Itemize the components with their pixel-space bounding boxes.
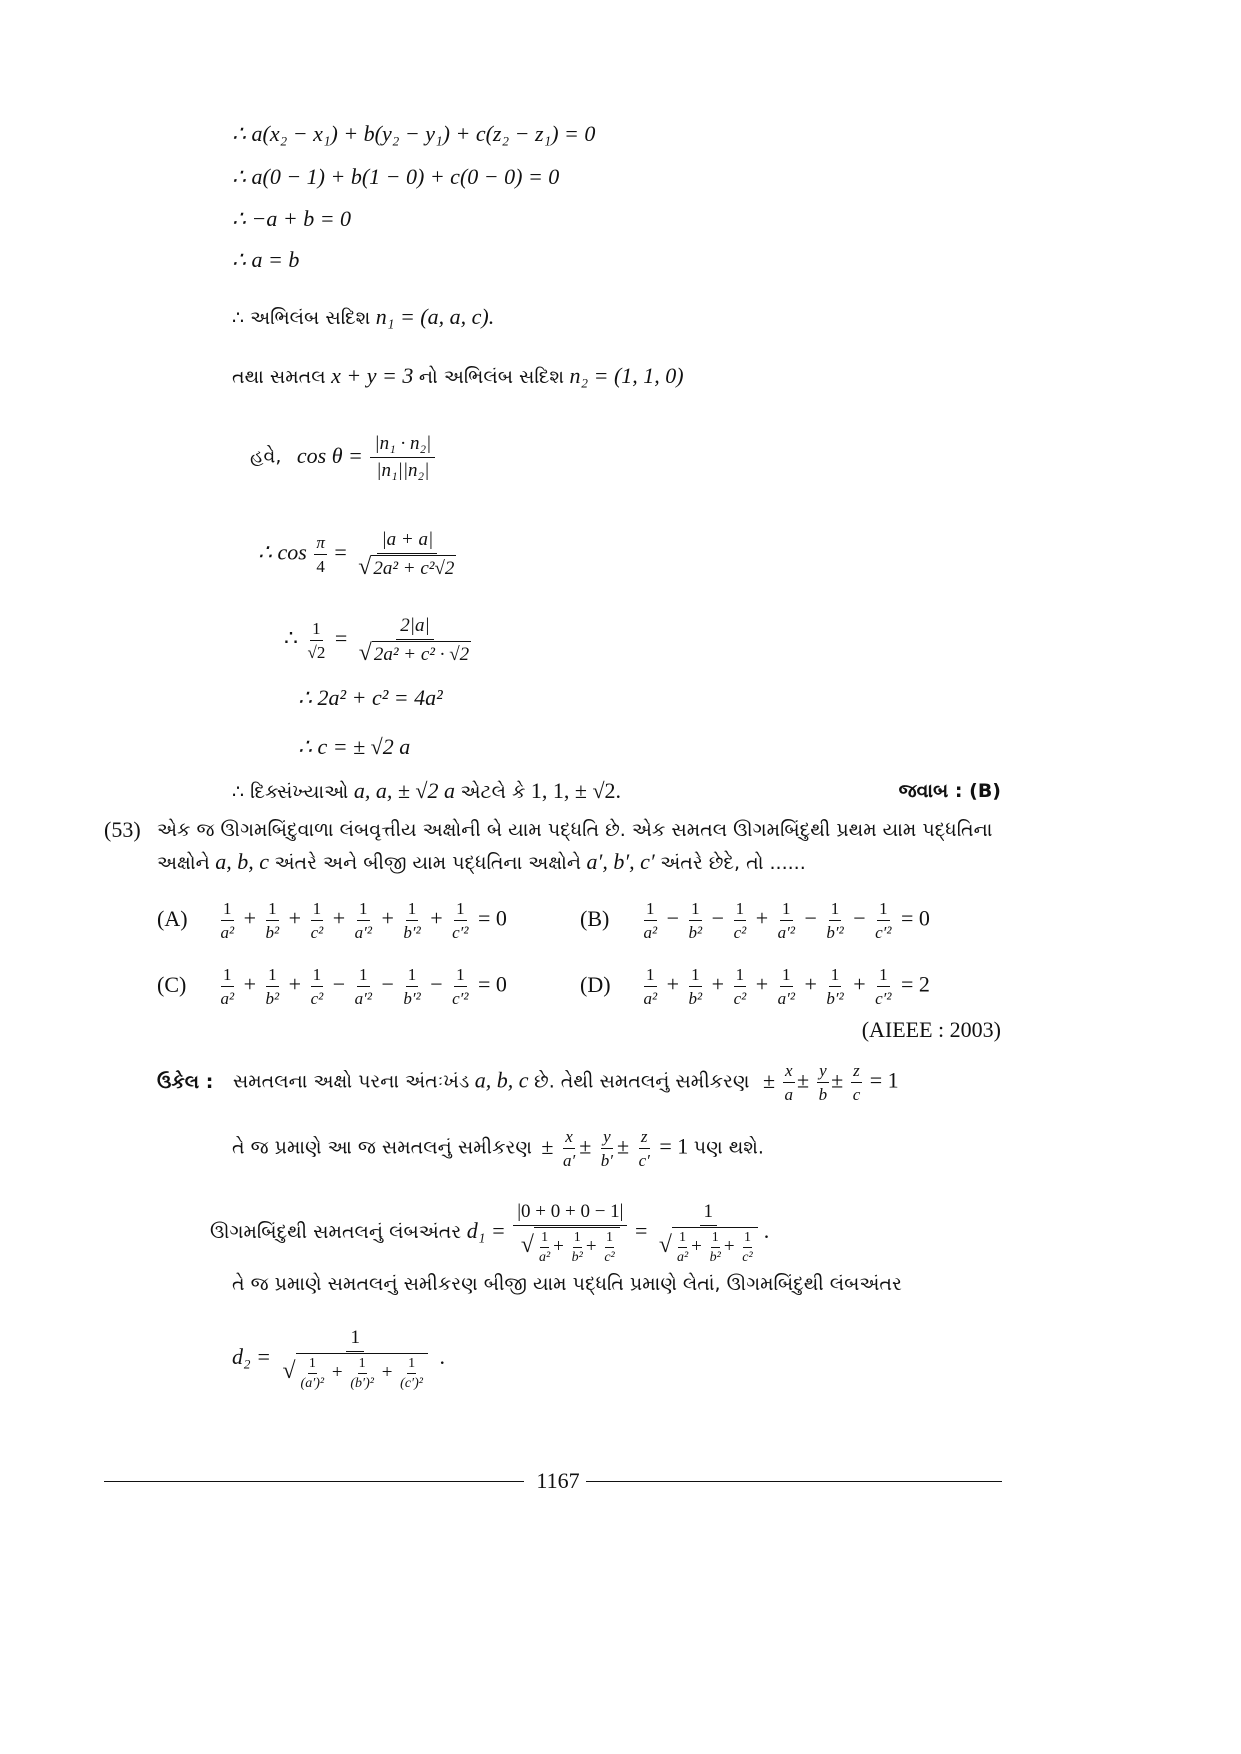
solution-text-4: તે જ પ્રમાણે સમતલનું સમીકરણ બીજી યામ પદ્ધતિ પ્રમાણે લેતાં, ઊગમબિંદુથી લંબઅંતર: [232, 1273, 902, 1295]
cos-pi4-lhs: ∴ cos: [258, 539, 307, 565]
answer-label: જવાબ : (B): [898, 780, 1001, 802]
cos-theta-denominator: |n₁||n₂|: [376, 460, 430, 481]
option-b-rhs: = 0: [901, 905, 930, 931]
question-math-abc: a, b, c: [215, 849, 270, 874]
question-text-line2: [157, 848, 806, 877]
option-d-rhs: = 2: [901, 971, 930, 997]
eq-line-4: ∴ a = b: [232, 247, 300, 272]
eq-line-1: ∴ a(x₂ − x₁) + b(y₂ − y₁) + c(z₂ − z₁) = 0: [232, 121, 596, 146]
one-over-sqrt2: [306, 618, 328, 663]
solution-rhs-1: = 1: [869, 1067, 899, 1093]
direction-ratios-line: [232, 777, 621, 806]
solution-text-1: સમતલના અક્ષો પરના અંતઃખંડ: [232, 1070, 470, 1093]
one-numerator: 1: [310, 618, 323, 641]
option-a-rhs: = 0: [478, 905, 507, 931]
option-a-label: (A): [157, 905, 188, 931]
plane-text-a: તથા સમતલ: [232, 366, 326, 388]
cos-pi4-line: ∴ cos $\frac{\pi}{4}$ = $\frac{|a + a|}{\text{√ 2a² + c²√2}}$: [258, 528, 462, 581]
footer-rule-right: [586, 1481, 1002, 1482]
solution-math-abc: a, b, c: [474, 1067, 529, 1093]
option-b[interactable]: (B) $\frac{1}{\text{a²}}$ − $\frac{1}{\text{b²}}$ − $\frac{1}{\text{c²}}$ + $\frac{1}{\text{a′²}}$ − $\frac{1}{\text{b′²}}$ − $\frac{1}{\text{c′²}}$ = 0: [580, 899, 930, 942]
question-text-line1: એક જ ઊગમબિંદુવાળા લંબવૃત્તીય અક્ષોની બે યામ પદ્ધતિ છે. એક સમતલ ઊગમબિંદુથી પ્રથમ યામ પદ્ધતિના: [157, 819, 993, 841]
question-text-2b: અંતરે અને બીજી યામ પદ્ધતિના અક્ષોને: [274, 852, 582, 874]
eq-squared: ∴ 2a² + c² = 4a²: [298, 685, 443, 710]
four-denominator: 4: [316, 557, 325, 576]
option-a[interactable]: (A) $\frac{1}{\text{a²}}$ + $\frac{1}{\text{b²}}$ + $\frac{1}{\text{c²}}$ + $\frac{1}{\text{a′²}}$ + $\frac{1}{\text{b′²}}$ + $\frac{1}{\text{c′²}}$ = 0: [157, 899, 507, 942]
hve-text: હવે,: [250, 445, 282, 468]
distance-d2-line: d₂ = 1 √ $\frac{1}{\text{(a′)²}}$ + $\frac{1}{\text{(b′)²}}$ + $\frac{1}{\text{(c′)²}}$ .: [232, 1327, 445, 1391]
cos-theta-line: [250, 432, 437, 483]
plane-normal-line: [232, 362, 684, 391]
normal-vector-text: ∴ અભિલંબ સદિશ: [232, 307, 371, 329]
cos-pi4-numerator: |a + a|: [377, 528, 437, 554]
solution-text-1b: છે. તેથી સમતલનું સમીકરણ: [534, 1070, 750, 1093]
eq-line-2: ∴ a(0 − 1) + b(1 − 0) + c(0 − 0) = 0: [232, 164, 560, 189]
d1-numerator: |0 + 0 + 0 − 1|: [513, 1200, 627, 1226]
cos-theta-fraction: [370, 432, 435, 483]
question-text-2c: અંતરે છેદે, તો ......: [660, 852, 806, 874]
option-d[interactable]: (D) $\frac{1}{\text{a²}}$ + $\frac{1}{\text{b²}}$ + $\frac{1}{\text{c²}}$ + $\frac{1}{\text{a′²}}$ + $\frac{1}{\text{b′²}}$ + $\frac{1}{\text{c′²}}$ = 2: [580, 965, 930, 1008]
question-number: (53): [104, 817, 141, 842]
cos-pi4-den-wrap: √ 2a² + c²√2: [358, 554, 455, 580]
cos-theta-numerator: |n₁ · n₂|: [370, 432, 435, 458]
question-source: (AIEEE : 2003): [861, 1017, 1001, 1042]
d2-numerator: 1: [346, 1326, 364, 1352]
d1-label: d₁ =: [466, 1218, 506, 1244]
solution-line2: તે જ પ્રમાણે આ જ સમતલનું સમીકરણ ± $\frac{x}{a'}$ ± $\frac{y}{b'}$ ± $\frac{z}{c'}$ = 1 પણ થશે.: [232, 1127, 764, 1170]
solution-text-2b: પણ થશે.: [693, 1136, 764, 1159]
eq-c-value: ∴ c = ± √2 a: [298, 734, 411, 759]
plane-normal-vector: n₂ = (1, 1, 0): [569, 363, 684, 388]
distance-d1-text: ઊગમબિંદુથી સમતલનું લંબઅંતર: [210, 1221, 462, 1244]
solution-rhs-2: = 1: [659, 1133, 689, 1159]
plane-equation: x + y = 3: [331, 363, 414, 388]
cos-theta-lhs: cos θ =: [296, 442, 363, 468]
inv-sqrt2-numerator: 2|a|: [396, 614, 433, 640]
d1-fraction-2: 1 √ $\frac{1}{\text{a²}}$ + $\frac{1}{\text{b²}}$ + $\frac{1}{\text{c²}}$: [655, 1200, 762, 1266]
d1-numerator-2: 1: [700, 1200, 718, 1226]
pi-over-4: [314, 532, 327, 577]
cos-pi4-denominator: 2a² + c²√2: [371, 555, 456, 581]
solution-line1: ઉકેલ : સમતલના અક્ષો પરના અંતઃખંડ a, b, c છે. તેથી સમતલનું સમીકરણ ± $\frac{x}{a}$ ± $\frac{y}{b}$ ± $\frac{z}{c}$ = 1: [157, 1061, 899, 1104]
option-c-label: (C): [157, 971, 187, 997]
d2-fraction: 1 √ $\frac{1}{\text{(a′)²}}$ + $\frac{1}{\text{(b′)²}}$ + $\frac{1}{\text{(c′)²}}$: [279, 1326, 432, 1392]
option-c-rhs: = 0: [478, 971, 507, 997]
page-number: 1167: [536, 1468, 580, 1493]
normal-vector-line: [232, 303, 494, 332]
direction-ratios-math2: 1, 1, ± √2.: [530, 778, 622, 803]
cos-pi4-fraction: [354, 528, 460, 581]
inv-sqrt2-line: ∴ $\frac{1}{√2}$ = $\frac{2|a|}{\text{√ 2a² + c² · √2}}$: [284, 614, 477, 667]
d1-fraction-1: |0 + 0 + 0 − 1| √ $\frac{1}{\text{a²}}$ + $\frac{1}{\text{b²}}$ + $\frac{1}{\text{c²}}$: [513, 1200, 627, 1266]
normal-vector-math: n₁ = (a, a, c).: [375, 304, 495, 329]
footer-rule-left: [104, 1481, 524, 1482]
solution-text-2: તે જ પ્રમાણે આ જ સમતલનું સમીકરણ: [232, 1136, 532, 1159]
d2-label: d₂ =: [232, 1344, 271, 1370]
inv-sqrt2-denominator: 2a² + c² · √2: [372, 641, 471, 667]
option-b-label: (B): [580, 905, 610, 931]
sqrt2-denominator: √2: [307, 643, 326, 662]
direction-ratios-math: a, a, ± √2 a: [353, 778, 455, 803]
eq-line-3: ∴ −a + b = 0: [232, 206, 352, 231]
direction-ratios-text2: એટલે કે: [460, 781, 526, 803]
option-c[interactable]: (C) $\frac{1}{\text{a²}}$ + $\frac{1}{\text{b²}}$ + $\frac{1}{\text{c²}}$ − $\frac{1}{\text{a′²}}$ − $\frac{1}{\text{b′²}}$ − $\frac{1}{\text{c′²}}$ = 0: [157, 965, 507, 1008]
pi-numerator: π: [314, 532, 327, 555]
inv-sqrt2-den-wrap: √ 2a² + c² · √2: [358, 640, 470, 666]
question-text-2a: અક્ષોને: [157, 852, 210, 874]
direction-ratios-text: ∴ દિક્સંખ્યાઓ: [232, 781, 349, 803]
option-d-label: (D): [580, 971, 611, 997]
distance-d1-line: ઊગમબિંદુથી સમતલનું લંબઅંતર d₁ = |0 + 0 + 0 − 1| √ $\frac{1}{\text{a²}}$ + $\frac{1}{\text{b²}}$ + $\frac{1}{\text{c²}}$ = 1 √ $\frac{1}{\text{a²}}$ + $\frac{1}{\text{b²}}$ + $\frac{1}{\text{c²}}$ .: [210, 1201, 770, 1265]
plane-text-b: નો અભિલંબ સદિશ: [418, 366, 564, 388]
solution-label: ઉકેલ :: [157, 1070, 214, 1093]
inv-sqrt2-fraction: [355, 614, 475, 667]
question-math-abc-prime: a′, b′, c′: [586, 849, 655, 874]
